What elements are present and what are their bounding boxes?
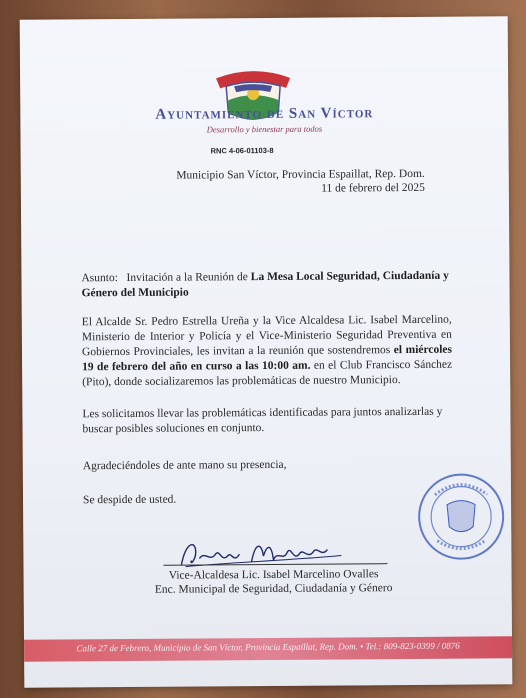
organization-name: Ayuntamiento de San Víctor — [155, 105, 374, 123]
invitation-text-b: en el Club Francisco Sánchez (Pito), donde socializaremos las problemáticas de nuestro Municipio. — [82, 358, 453, 389]
organization-tagline: Desarrollo y bienestar para todos — [206, 123, 323, 135]
invitation-paragraph — [82, 313, 453, 391]
subject-label: Asunto: — [81, 272, 118, 285]
subject-line — [81, 269, 451, 302]
rnc-number: RNC 4-06-01103-8 — [210, 145, 274, 156]
subject-bold: La Mesa Local Seguridad, Ciudadanía y Género del Municipio — [81, 269, 449, 300]
footer-address: Calle 27 de Febrero, Municipio de San Víctor, Provincia Espaillat, Rep. Dom. • Tel.: 809-823-0399 / 0876 — [76, 640, 460, 654]
official-seal-stamp-icon — [415, 470, 508, 563]
signer-name: Vice-Alcaldesa Lic. Isabel Marcelino Ovalles — [168, 568, 379, 582]
invitation-text-a: El Alcalde Sr. Pedro Estrella Ureña y la Vice Alcaldesa Lic. Isabel Marcelino, Ministerio de Interior y Policía y el Vice-Ministerio Seguridad Preventiva en Gobiernos Provinciales, les invitan a la reunión que sostendremos — [81, 313, 452, 359]
place-line: Municipio San Víctor, Provincia Espaillat, Rep. Dom. — [176, 167, 425, 182]
request-paragraph: Les solicitamos llevar las problemáticas identificadas para juntos analizarlas y buscar posibles soluciones en conjunto. — [82, 405, 443, 436]
letter-sheet — [20, 16, 513, 687]
place-and-date — [105, 167, 425, 197]
date-line: 11 de febrero del 2025 — [321, 181, 425, 195]
subject-text: Invitación a la Reunión de — [126, 271, 248, 284]
meeting-datetime: el miércoles 19 de febrero del año en curso a las 10:00 am. — [82, 343, 453, 374]
closing-paragraph: Se despide de usted. — [82, 493, 177, 507]
thanks-paragraph: Agradeciéndoles de ante mano su presencia, — [82, 458, 287, 473]
signer-title: Enc. Municipal de Seguridad, Ciudadanía y Género — [154, 582, 393, 596]
